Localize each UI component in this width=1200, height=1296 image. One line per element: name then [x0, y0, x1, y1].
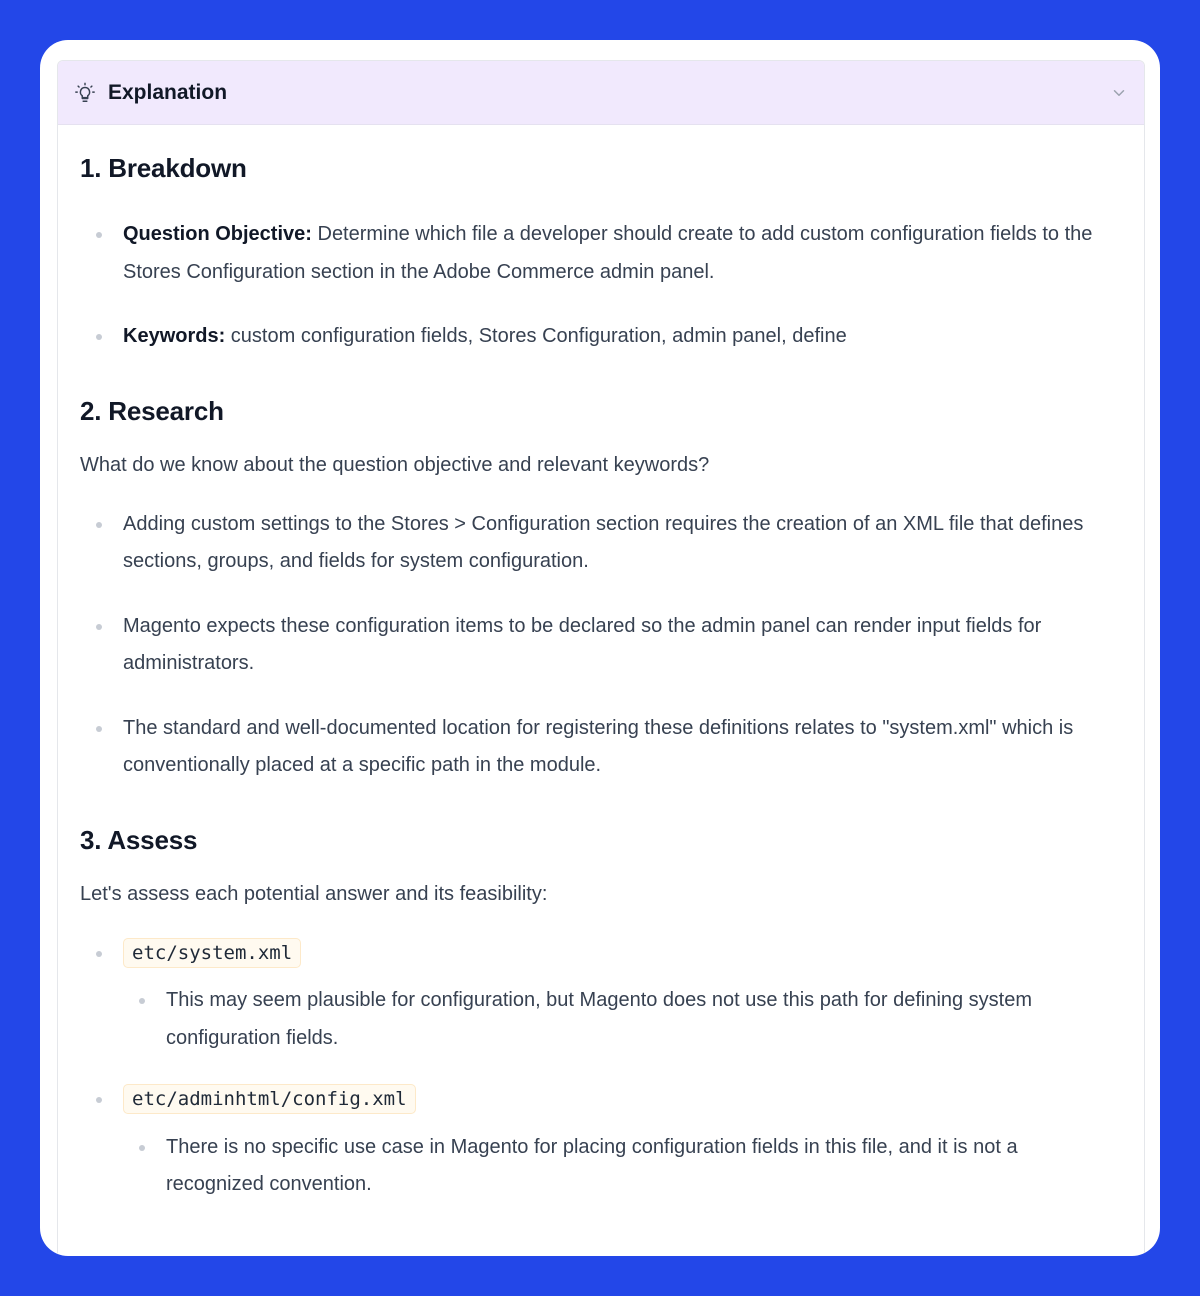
research-intro: What do we know about the question objective and relevant keywords? — [80, 453, 710, 476]
breakdown-heading: 1. Breakdown — [80, 153, 247, 183]
option-code: etc/adminhtml/config.xml — [123, 1084, 416, 1114]
answer-option — [80, 1081, 1120, 1204]
lightbulb-icon — [74, 82, 96, 104]
item-text: custom configuration fields, Stores Configuration, admin panel, define — [225, 325, 847, 347]
list-item: Magento expects these configuration items to be declared so the admin panel can render input fields for administrators. — [80, 608, 1120, 683]
breakdown-list — [80, 216, 1120, 356]
research-heading: 2. Research — [80, 395, 224, 426]
assess-list — [80, 935, 1120, 1204]
assess-intro: Let's assess each potential answer and its feasibility: — [80, 882, 548, 905]
list-item: Adding custom settings to the Stores > Configuration section requires the creation of an XML file that defines sections, groups, and fields for system configuration. — [80, 506, 1120, 581]
option-note: This may seem plausible for configuration, but Magento does not use this path for defining system configuration fields. — [123, 982, 1120, 1057]
item-text: Determine which file a developer should create to add custom configuration fields to the Stores Configuration section in the Adobe Commerce admin panel. — [123, 223, 1093, 283]
option-notes — [123, 1129, 1120, 1204]
option-code: etc/system.xml — [123, 938, 301, 968]
explanation-content — [58, 125, 1144, 1204]
research-list — [80, 506, 1120, 785]
chevron-down-icon[interactable] — [1110, 84, 1128, 102]
explanation-card — [40, 40, 1160, 1256]
explanation-panel — [57, 60, 1145, 1256]
item-label: Question Objective: — [123, 223, 312, 245]
answer-option — [80, 935, 1120, 1058]
item-label: Keywords: — [123, 325, 226, 347]
explanation-header[interactable] — [58, 61, 1144, 125]
explanation-title: Explanation — [108, 80, 228, 104]
list-item — [80, 318, 1120, 356]
option-note: There is no specific use case in Magento for placing configuration fields in this file, and it is not a recognized convention. — [123, 1129, 1120, 1204]
assess-heading: 3. Assess — [80, 824, 198, 855]
list-item — [80, 216, 1120, 291]
list-item: The standard and well-documented location for registering these definitions relates to "system.xml" which is conventionally placed at a specific path in the module. — [80, 710, 1120, 785]
option-notes — [123, 982, 1120, 1057]
